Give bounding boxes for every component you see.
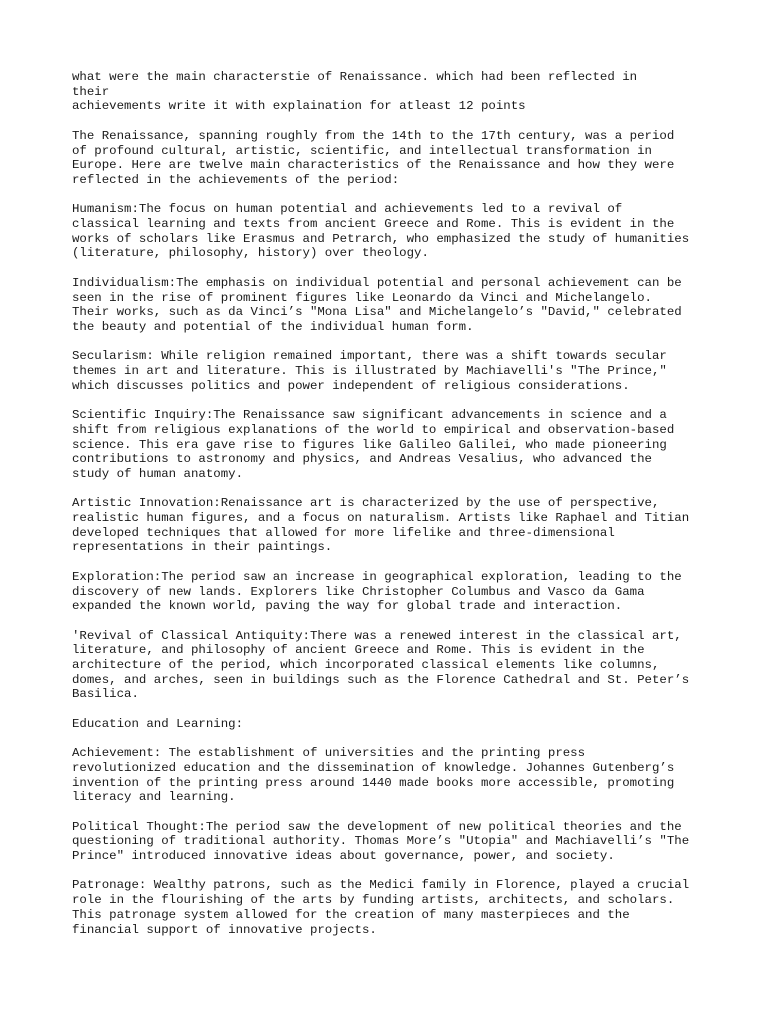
text-line: role in the flourishing of the arts by funding artists, architects, and scholars. [72, 893, 675, 908]
paragraph-education-heading [72, 717, 712, 732]
text-line: seen in the rise of prominent figures like Leonardo da Vinci and Michelangelo. [72, 290, 652, 305]
text-line: invention of the printing press around 1440 made books more accessible, promoting [72, 775, 675, 790]
text-line: Education and Learning: [72, 716, 244, 731]
paragraph-classical-antiquity [72, 629, 712, 703]
text-line: Europe. Here are twelve main characteristics of the Renaissance and how they were [72, 158, 675, 173]
text-line: financial support of innovative projects. [72, 922, 377, 937]
text-line: Political Thought:The period saw the development of new political theories and the [72, 819, 682, 834]
paragraph-individualism [72, 276, 712, 335]
text-line: works of scholars like Erasmus and Petrarch, who emphasized the study of humanities [72, 231, 690, 246]
text-line: Basilica. [72, 687, 139, 702]
text-line: discovery of new lands. Explorers like Christopher Columbus and Vasco da Gama [72, 584, 645, 599]
paragraph-artistic-innovation [72, 496, 712, 555]
text-line: The Renaissance, spanning roughly from the 14th to the 17th century, was a period [72, 128, 675, 143]
paragraph-humanism [72, 202, 712, 261]
text-line: developed techniques that allowed for more lifelike and three-dimensional [72, 525, 615, 540]
text-line: Secularism: While religion remained important, there was a shift towards secular [72, 349, 667, 364]
text-line: themes in art and literature. This is illustrated by Machiavelli's "The Prince," [72, 364, 667, 378]
text-line: shift from religious explanations of the world to empirical and observation-based [72, 422, 675, 437]
text-line: Individualism:The emphasis on individual potential and personal achievement can be [72, 275, 682, 290]
text-line: questioning of traditional authority. Thomas More’s "Utopia" and Machiavelli’s "The [72, 834, 690, 849]
text-line: Prince" introduced innovative ideas about governance, power, and society. [72, 849, 615, 864]
text-line: Artistic Innovation:Renaissance art is characterized by the use of perspective, [72, 496, 660, 511]
text-line: what were the main characterstie of Renaissance. which had been reflected in [72, 70, 638, 84]
text-line: (literature, philosophy, history) over theology. [72, 246, 429, 261]
document-page [72, 70, 712, 952]
paragraph-intro [72, 129, 712, 188]
text-line: study of human anatomy. [72, 466, 244, 481]
text-line: which discusses politics and power independent of religious considerations. [72, 378, 630, 393]
text-line: contributions to astronomy and physics, and Andreas Vesalius, who advanced the [72, 452, 652, 467]
text-line: science. This era gave rise to figures like Galileo Galilei, who made pioneering [72, 437, 667, 452]
text-line: Their works, such as da Vinci’s "Mona Lisa" and Michelangelo’s "David," celebrated [72, 305, 682, 320]
text-line: Patronage: Wealthy patrons, such as the Medici family in Florence, played a crucial [72, 878, 690, 893]
paragraph-exploration [72, 570, 712, 614]
text-line: Scientific Inquiry:The Renaissance saw significant advancements in science and a [72, 408, 667, 423]
text-line: literacy and learning. [72, 790, 236, 805]
paragraph-achievement [72, 746, 712, 805]
text-line: revolutionized education and the dissemination of knowledge. Johannes Gutenberg’s [72, 760, 675, 775]
paragraph-scientific-inquiry [72, 408, 712, 482]
text-line: literature, and philosophy of ancient Greece and Rome. This is evident in the [72, 643, 645, 658]
text-line: architecture of the period, which incorporated classical elements like columns, [72, 658, 660, 672]
text-line: This patronage system allowed for the creation of many masterpieces and the [72, 907, 630, 922]
text-line: realistic human figures, and a focus on naturalism. Artists like Raphael and Titian [72, 511, 690, 525]
text-line: expanded the known world, paving the way for global trade and interaction. [72, 599, 623, 614]
text-line: the beauty and potential of the individual human form. [72, 319, 474, 334]
text-line: Achievement: The establishment of universities and the printing press [72, 746, 586, 761]
text-line: 'Revival of Classical Antiquity:There was a renewed interest in the classical art, [72, 628, 682, 643]
text-line: Exploration:The period saw an increase in geographical exploration, leading to the [72, 569, 682, 584]
paragraph-question [72, 70, 712, 114]
text-line: of profound cultural, artistic, scientific, and intellectual transformation in [72, 143, 652, 158]
text-line: their [72, 84, 110, 99]
text-line: reflected in the achievements of the period: [72, 172, 400, 187]
text-line: Humanism:The focus on human potential and achievements led to a revival of [72, 202, 623, 217]
paragraph-patronage [72, 878, 712, 937]
text-line: classical learning and texts from ancient Greece and Rome. This is evident in the [72, 217, 675, 231]
paragraph-secularism [72, 349, 712, 393]
paragraph-political-thought [72, 820, 712, 864]
text-line: representations in their paintings. [72, 540, 333, 555]
text-line: domes, and arches, seen in buildings such as the Florence Cathedral and St. Peter’s [72, 672, 690, 687]
text-line: achievements write it with explaination for atleast 12 points [72, 99, 526, 114]
